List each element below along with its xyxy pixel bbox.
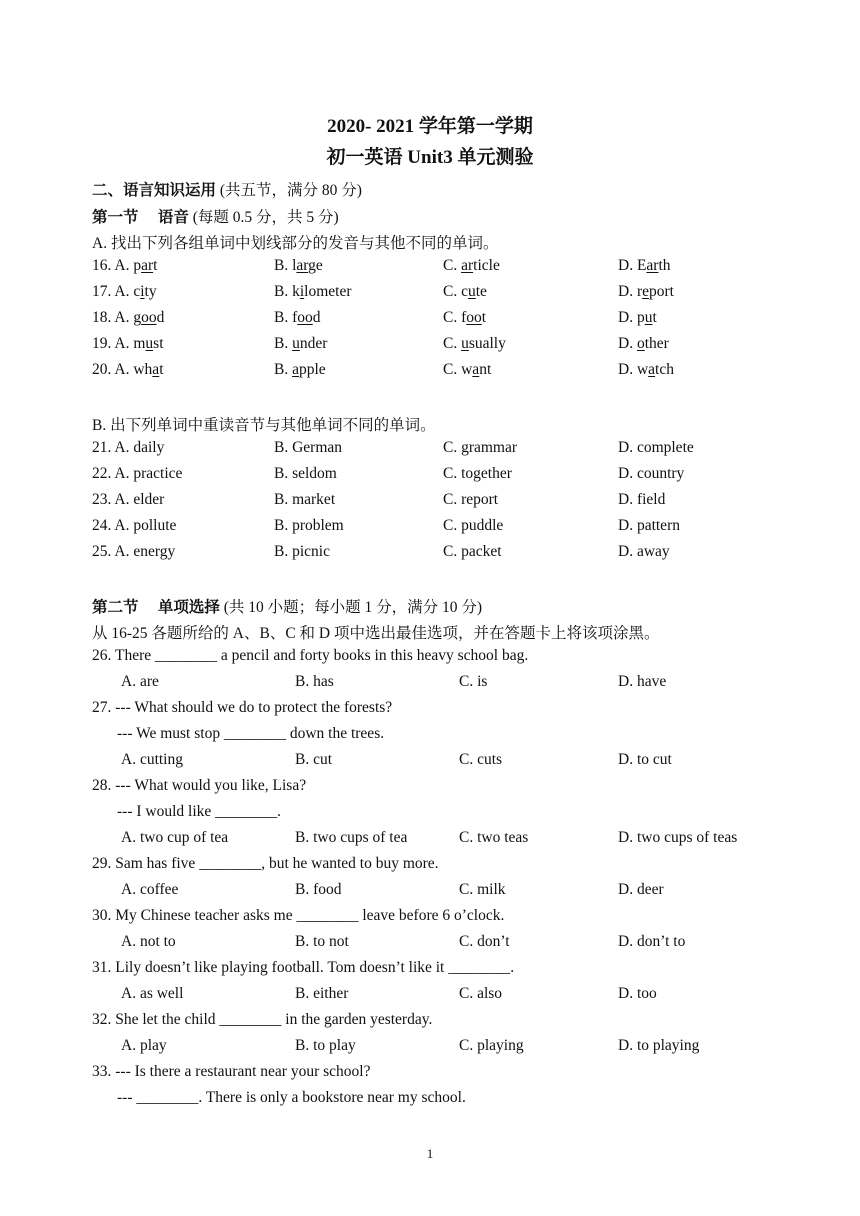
stress-option: D. away bbox=[618, 543, 670, 560]
underlined-letters: u bbox=[461, 335, 469, 352]
phonetics-option: 17. A. city bbox=[92, 283, 157, 300]
phonetics-option: B. large bbox=[274, 257, 323, 274]
underlined-letters: i bbox=[140, 283, 145, 300]
answer-option: B. food bbox=[295, 881, 342, 898]
stress-option: C. grammar bbox=[443, 439, 518, 456]
stress-option: 23. A. elder bbox=[92, 491, 165, 508]
phonetics-option: D. put bbox=[618, 309, 657, 326]
underlined-letters: a bbox=[472, 361, 480, 378]
stress-option: B. seldom bbox=[274, 465, 337, 482]
title-line-2: 初一英语 Unit3 单元测验 bbox=[326, 147, 534, 168]
sec1-note: (每题 0.5 分，共 5 分) bbox=[188, 209, 339, 226]
underlined-letters: ar bbox=[646, 257, 659, 274]
sec1-heading: 第一节 语音 bbox=[92, 209, 189, 226]
phonetics-option: D. watch bbox=[618, 361, 674, 378]
answer-option: D. to playing bbox=[618, 1037, 700, 1054]
underlined-letters: i bbox=[299, 283, 305, 300]
answer-option: D. don’t to bbox=[618, 933, 686, 950]
phonetics-option: B. apple bbox=[274, 361, 326, 378]
phonetics-option: C. article bbox=[443, 257, 500, 274]
answer-option: A. as well bbox=[121, 985, 184, 1002]
answer-option: B. to play bbox=[295, 1037, 356, 1054]
sec1a-instruction: A. 找出下列各组单词中划线部分的发音与其他不同的单词。 bbox=[92, 235, 499, 252]
phonetics-option: D. report bbox=[618, 283, 674, 300]
answer-option: C. don’t bbox=[459, 933, 510, 950]
underlined-letters: a bbox=[152, 361, 160, 378]
stress-option: C. together bbox=[443, 465, 512, 482]
answer-option: C. also bbox=[459, 985, 503, 1002]
answer-option: C. milk bbox=[459, 881, 506, 898]
sec1b-instruction: B. 出下列单词中重读音节与其他单词不同的单词。 bbox=[92, 417, 436, 434]
stress-option: D. field bbox=[618, 491, 666, 508]
phonetics-option: D. other bbox=[618, 335, 669, 352]
underlined-letters: oo bbox=[141, 309, 157, 326]
phonetics-option: B. food bbox=[274, 309, 321, 326]
answer-option: A. play bbox=[121, 1037, 167, 1054]
stress-option: 24. A. pollute bbox=[92, 517, 177, 534]
answer-option: B. has bbox=[295, 673, 334, 690]
phonetics-option: C. usually bbox=[443, 335, 506, 352]
question-dialogue-line: --- We must stop ________ down the trees. bbox=[117, 725, 385, 742]
sec2-instruction: 从 16-25 各题所给的 A、B、C 和 D 项中选出最佳选项，并在答题卡上将该项涂黑。 bbox=[92, 625, 660, 642]
stress-option: B. market bbox=[274, 491, 336, 508]
answer-option: C. two teas bbox=[459, 829, 529, 846]
question-dialogue-line: --- ________. There is only a bookstore near my school. bbox=[117, 1089, 466, 1106]
stress-option: B. problem bbox=[274, 517, 344, 534]
phonetics-option: C. want bbox=[443, 361, 492, 378]
question-stem: 31. Lily doesn’t like playing football. Tom doesn’t like it ________. bbox=[92, 959, 515, 976]
underlined-letters: ar bbox=[296, 257, 309, 274]
stress-option: C. packet bbox=[443, 543, 502, 560]
phonetics-option: 18. A. good bbox=[92, 309, 165, 326]
phonetics-option: B. kilometer bbox=[274, 283, 352, 300]
stress-option: 22. A. practice bbox=[92, 465, 183, 482]
underlined-letters: e bbox=[642, 283, 649, 300]
part2-heading-line bbox=[92, 178, 362, 200]
question-stem: 30. My Chinese teacher asks me ________ leave before 6 o’clock. bbox=[92, 907, 505, 924]
underlined-letters: ar bbox=[141, 257, 154, 274]
sec2-heading-line bbox=[92, 595, 482, 617]
question-stem: 26. There ________ a pencil and forty books in this heavy school bag. bbox=[92, 647, 529, 664]
underlined-letters: u bbox=[467, 283, 476, 300]
phonetics-option: B. under bbox=[274, 335, 328, 352]
answer-option: A. two cup of tea bbox=[121, 829, 229, 846]
answer-option: B. two cups of tea bbox=[295, 829, 408, 846]
stress-option: C. puddle bbox=[443, 517, 504, 534]
part2-heading: 二、语言知识运用 bbox=[92, 182, 217, 199]
underlined-letters: u bbox=[292, 335, 300, 352]
underlined-letters: u bbox=[145, 335, 154, 352]
answer-option: C. playing bbox=[459, 1037, 524, 1054]
answer-option: B. cut bbox=[295, 751, 333, 768]
part2-note: (共五节，满分 80 分) bbox=[216, 182, 362, 199]
page-number: 1 bbox=[426, 1146, 434, 1161]
answer-option: A. cutting bbox=[121, 751, 183, 768]
answer-option: D. have bbox=[618, 673, 667, 690]
underlined-letters: oo bbox=[466, 309, 482, 326]
stress-option: 25. A. energy bbox=[92, 543, 176, 560]
answer-option: C. is bbox=[459, 673, 488, 690]
answer-option: B. to not bbox=[295, 933, 349, 950]
stress-option: D. complete bbox=[618, 439, 694, 456]
phonetics-option: D. Earth bbox=[618, 257, 671, 274]
question-dialogue-line: --- I would like ________. bbox=[117, 803, 282, 820]
question-stem: 27. --- What should we do to protect the forests? bbox=[92, 699, 393, 716]
phonetics-option: 16. A. part bbox=[92, 257, 158, 274]
answer-option: A. are bbox=[121, 673, 159, 690]
sec2-note: (共 10 小题；每小题 1 分，满分 10 分) bbox=[219, 599, 483, 616]
stress-option: B. German bbox=[274, 439, 343, 456]
underlined-letters: ar bbox=[461, 257, 474, 274]
underlined-letters: oo bbox=[297, 309, 313, 326]
phonetics-option: 20. A. what bbox=[92, 361, 164, 378]
stress-option: B. picnic bbox=[274, 543, 330, 560]
stress-option: 21. A. daily bbox=[92, 439, 165, 456]
stress-option: D. country bbox=[618, 465, 685, 482]
answer-option: A. coffee bbox=[121, 881, 179, 898]
underlined-letters: a bbox=[648, 361, 656, 378]
answer-option: B. either bbox=[295, 985, 349, 1002]
sec1-heading-line bbox=[92, 205, 339, 227]
question-stem: 29. Sam has five ________, but he wanted to buy more. bbox=[92, 855, 439, 872]
sec2-heading: 第二节 单项选择 bbox=[92, 599, 220, 616]
title-line-1: 2020- 2021 学年第一学期 bbox=[327, 116, 533, 137]
underlined-letters: a bbox=[292, 361, 299, 378]
phonetics-option: 19. A. must bbox=[92, 335, 164, 352]
phonetics-option: C. foot bbox=[443, 309, 487, 326]
question-stem: 32. She let the child ________ in the garden yesterday. bbox=[92, 1011, 433, 1028]
answer-option: D. to cut bbox=[618, 751, 672, 768]
answer-option: A. not to bbox=[121, 933, 176, 950]
underlined-letters: u bbox=[644, 309, 653, 326]
stress-option: C. report bbox=[443, 491, 499, 508]
phonetics-option: C. cute bbox=[443, 283, 487, 300]
question-stem: 33. --- Is there a restaurant near your school? bbox=[92, 1063, 371, 1080]
answer-option: D. deer bbox=[618, 881, 664, 898]
stress-option: D. pattern bbox=[618, 517, 680, 534]
answer-option: D. too bbox=[618, 985, 657, 1002]
answer-option: C. cuts bbox=[459, 751, 503, 768]
underlined-letters: o bbox=[636, 335, 645, 352]
answer-option: D. two cups of teas bbox=[618, 829, 738, 846]
question-stem: 28. --- What would you like, Lisa? bbox=[92, 777, 307, 794]
